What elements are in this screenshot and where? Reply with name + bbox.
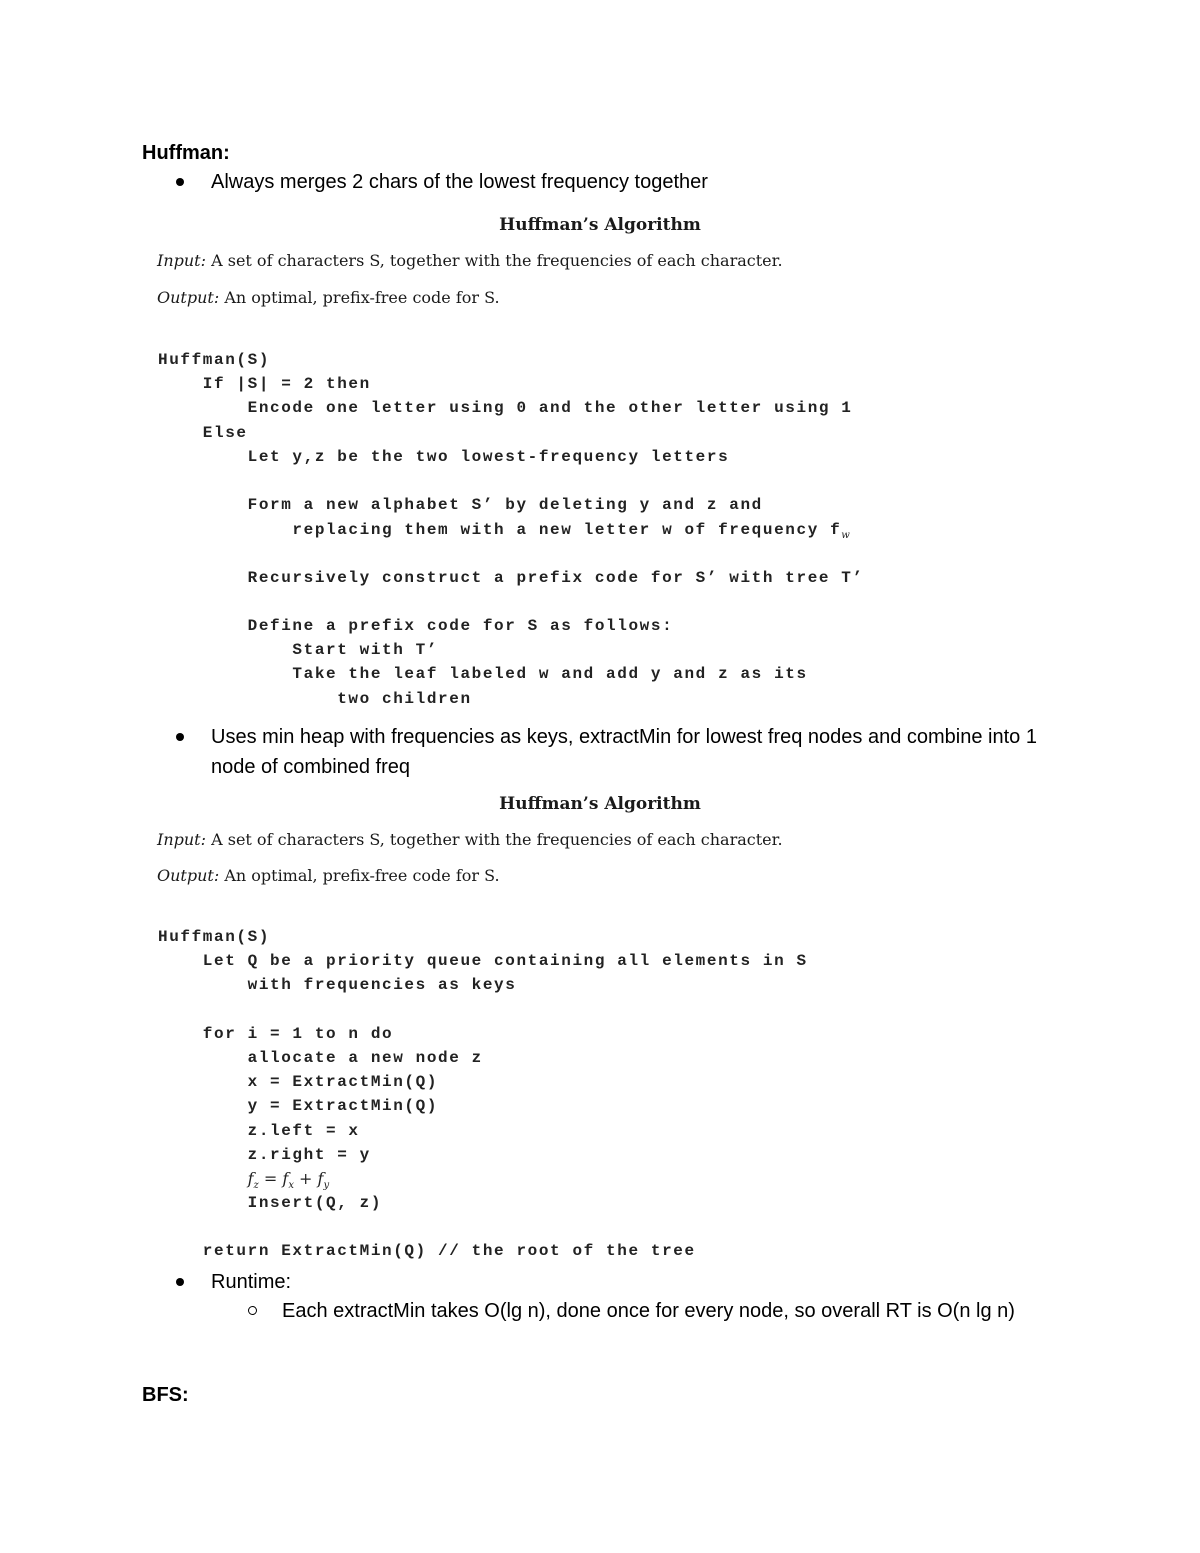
code-line bbox=[158, 517, 864, 541]
output-text: An optimal, prefix-free code for S. bbox=[224, 866, 500, 885]
code-line: Encode one letter using 0 and the other letter using 1 bbox=[158, 399, 853, 418]
code-line: Insert(Q, z) bbox=[158, 1194, 383, 1213]
output-label: Output: bbox=[157, 866, 220, 885]
sub-list-item bbox=[248, 1296, 1068, 1356]
input-label: Input: bbox=[157, 830, 206, 849]
code-line: Else bbox=[158, 423, 248, 442]
code-line bbox=[158, 590, 864, 614]
code-line: z.right = y bbox=[158, 1145, 371, 1164]
code-line: Recursively construct a prefix code for S’ with tree T’ bbox=[158, 568, 864, 587]
bullet-text: Always merges 2 chars of the lowest frequency together bbox=[211, 171, 708, 193]
code-line: If |S| = 2 then bbox=[158, 375, 371, 394]
input-text: A set of characters S, together with the frequencies of each character. bbox=[211, 251, 783, 270]
input-text: A set of characters S, together with the frequencies of each character. bbox=[211, 830, 783, 849]
math-expression: $f_z = f_x + f_y$ bbox=[247, 1168, 330, 1192]
code-line: y = ExtractMin(Q) bbox=[158, 1097, 439, 1116]
pseudocode-block bbox=[158, 348, 864, 711]
algorithm-title: Huffman’s Algorithm bbox=[499, 794, 701, 814]
bullet-icon bbox=[176, 1278, 184, 1286]
code-line bbox=[158, 469, 864, 493]
code-line: Take the leaf labeled w and add y and z as its bbox=[158, 665, 808, 684]
code-line: with frequencies as keys bbox=[158, 976, 517, 995]
code-line: allocate a new node z bbox=[158, 1048, 483, 1067]
bullet-icon bbox=[176, 733, 184, 741]
code-line-math bbox=[158, 1167, 808, 1191]
code-line bbox=[158, 1215, 808, 1239]
code-line: for i = 1 to n do bbox=[158, 1024, 394, 1043]
code-line: Huffman(S) bbox=[158, 351, 271, 369]
code-line: Let y,z be the two lowest-frequency letters bbox=[158, 447, 730, 466]
hollow-bullet-icon bbox=[248, 1306, 257, 1315]
input-label: Input: bbox=[157, 251, 206, 270]
bullet-text: Runtime: bbox=[211, 1271, 292, 1293]
algorithm-output bbox=[157, 288, 500, 307]
code-line: Define a prefix code for S as follows: bbox=[158, 617, 674, 636]
algorithm-output bbox=[157, 866, 500, 885]
math-subscript: w bbox=[841, 530, 850, 542]
code-line bbox=[158, 998, 808, 1022]
bullet-icon bbox=[176, 178, 184, 186]
algorithm-input bbox=[157, 251, 783, 270]
sub-bullet-text: Each extractMin takes O(lg n), done once for every node, so overall RT is O(n lg n) bbox=[282, 1300, 1015, 1322]
output-text: An optimal, prefix-free code for S. bbox=[224, 288, 500, 307]
bullet-text: Uses min heap with frequencies as keys, extractMin for lowest freq nodes and combine into 1 node of combined freq bbox=[211, 726, 1037, 778]
code-line: Huffman(S) bbox=[158, 928, 271, 946]
code-line: return ExtractMin(Q) // the root of the tree bbox=[158, 1242, 696, 1261]
list-item bbox=[176, 722, 1056, 782]
code-line: Start with T’ bbox=[158, 641, 439, 660]
code-line: Let Q be a priority queue containing all elements in S bbox=[158, 952, 808, 971]
code-line: two children bbox=[158, 689, 472, 708]
algorithm-title: Huffman’s Algorithm bbox=[499, 215, 701, 235]
pseudocode-block bbox=[158, 925, 808, 1264]
output-label: Output: bbox=[157, 288, 220, 307]
section-heading-bfs: BFS: bbox=[142, 1384, 189, 1406]
algorithm-input bbox=[157, 830, 783, 849]
code-line: x = ExtractMin(Q) bbox=[158, 1073, 439, 1092]
code-line: Form a new alphabet S’ by deleting y and z and bbox=[158, 496, 763, 515]
code-line bbox=[158, 542, 864, 566]
code-line: z.left = x bbox=[158, 1121, 360, 1140]
code-line-text: replacing them with a new letter w of frequency f bbox=[158, 521, 842, 540]
section-heading-huffman: Huffman: bbox=[142, 142, 230, 164]
